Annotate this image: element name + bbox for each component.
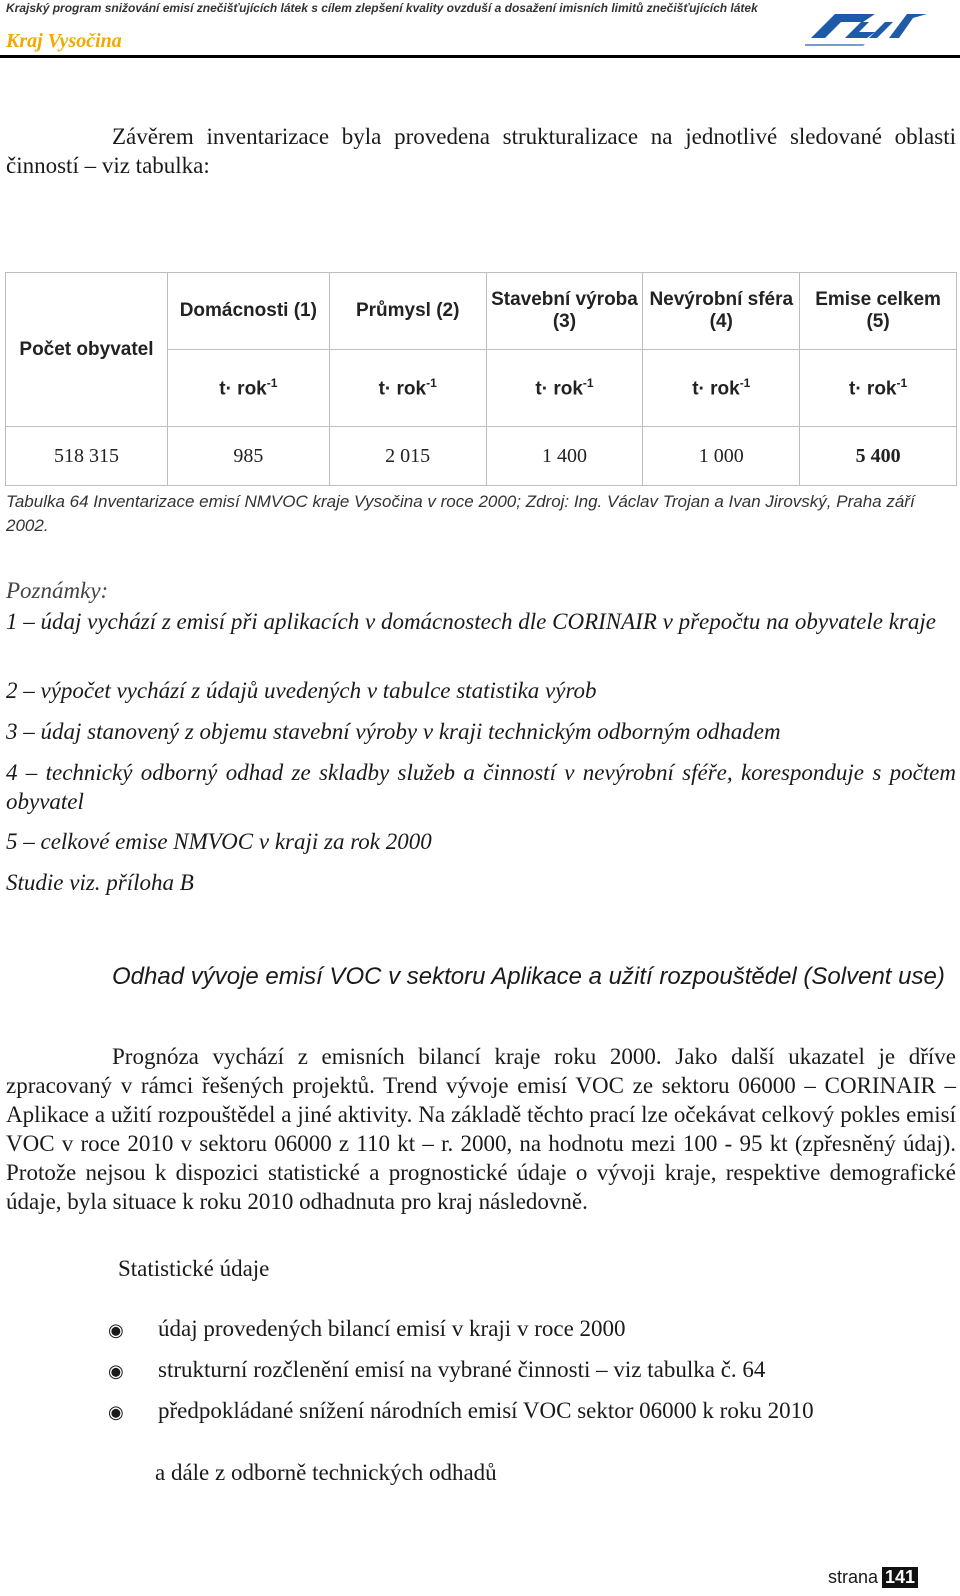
value-population: 518 315 xyxy=(6,427,168,486)
bullet-ring-icon: ◉ xyxy=(108,1402,124,1422)
page-label: strana xyxy=(828,1567,879,1587)
note-4: 4 – technický odborný odhad ze skladby služeb a činností v nevýrobní sféře, koresponduje s počtem obyvatel xyxy=(6,760,956,814)
value-construction: 1 400 xyxy=(486,427,643,486)
unit-cell: t· rok$^{-1}$ xyxy=(800,350,957,427)
bullet-ring-icon: ◉ xyxy=(108,1320,124,1340)
intro-paragraph: Závěrem inventarizace byla provedena strukturalizace na jednotlivé sledované oblasti činností – viz tabulka: xyxy=(6,124,956,178)
table-header-construction: Stavební výroba (3) xyxy=(486,273,643,350)
document-header-title: Krajský program snižování emisí znečišťujících látek s cílem zlepšení kvality ovzduší a dosažení imisních limitů znečišťujících látek xyxy=(6,1,758,15)
table-header-total: Emise celkem (5) xyxy=(800,273,957,350)
notes-title: Poznámky: xyxy=(6,578,109,603)
value-households: 985 xyxy=(167,427,329,486)
statistics-title: Statistické údaje xyxy=(118,1256,270,1281)
unit-cell: t· rok$^{-1}$ xyxy=(329,350,486,427)
closing-line: a dále z odborně technických odhadů xyxy=(155,1460,497,1485)
unit-cell: t· rok$^{-1}$ xyxy=(643,350,800,427)
table-header-households: Domácnosti (1) xyxy=(167,273,329,350)
caption-title: Inventarizace emisí NMVOC kraje Vysočina v roce 2000; Zdroj: xyxy=(93,492,570,511)
dhv-logo-icon xyxy=(805,8,930,46)
bullet-ring-icon: ◉ xyxy=(108,1361,124,1381)
prognosis-paragraph: Prognóza vychází z emisních bilancí kraje roku 2000. Jako další ukazatel je dříve zpracovaný v rámci řešených projektů. Trend vývoje emisí VOC ze sektoru 06000 – CORINAIR – Aplikace a užití rozpouštědel a jiné aktivity. Na základě těchto prací lze očekávat celkový pokles emisí VOC v roce 2010 v sektoru 06000 z 110 kt – r. 2000, na hodnotu mezi 100 - 95 kt (zpřesněný údaj). Protože nejsou k dispozici statistické a prognostické údaje o vývoji kraje, respektive demografické údaje, byla situace k roku 2010 odhadnuta pro kraj následovně. xyxy=(6,1044,956,1214)
region-name: Kraj Vysočina xyxy=(6,30,122,52)
list-item: ◉ údaj provedených bilancí emisí v kraji v roce 2000 xyxy=(108,1316,626,1341)
value-total: 5 400 xyxy=(800,427,957,486)
note-5: 5 – celkové emise NMVOC v kraji za rok 2000 xyxy=(6,829,432,854)
caption-prefix: Tabulka 64 xyxy=(6,492,94,511)
table-header-industry: Průmysl (2) xyxy=(329,273,486,350)
list-item: ◉ předpokládané snížení národních emisí VOC sektor 06000 k roku 2010 xyxy=(108,1398,814,1423)
note-1: 1 – údaj vychází z emisí při aplikacích v domácnostech dle CORINAIR v přepočtu na obyvatele kraje xyxy=(6,609,936,634)
header-divider xyxy=(0,55,960,58)
list-item: ◉ strukturní rozčlenění emisí na vybrané činnosti – viz tabulka č. 64 xyxy=(108,1357,766,1382)
unit-cell: t· rok$^{-1}$ xyxy=(486,350,643,427)
note-3: 3 – údaj stanovený z objemu stavební výroby v kraji technickým odborným odhadem xyxy=(6,719,781,744)
unit-cell: t· rok$^{-1}$ xyxy=(167,350,329,427)
note-study: Studie viz. příloha B xyxy=(6,870,194,895)
caption-source: Ing. Václav Trojan a Ivan Jirovský, Praha září 2002. xyxy=(6,492,915,535)
note-2: 2 – výpočet vychází z údajů uvedených v tabulce statistika výrob xyxy=(6,678,597,703)
emissions-table xyxy=(5,272,957,486)
section-subheading: Odhad vývoje emisí VOC v sektoru Aplikace a užití rozpouštědel (Solvent use) xyxy=(112,963,945,990)
value-nonproduction: 1 000 xyxy=(643,427,800,486)
page-number: 141 xyxy=(882,1567,918,1588)
value-industry: 2 015 xyxy=(329,427,486,486)
table-caption xyxy=(6,490,956,538)
page-footer xyxy=(828,1567,918,1588)
table-header-nonproduction: Nevýrobní sféra (4) xyxy=(643,273,800,350)
table-header-population: Počet obyvatel xyxy=(6,273,168,427)
